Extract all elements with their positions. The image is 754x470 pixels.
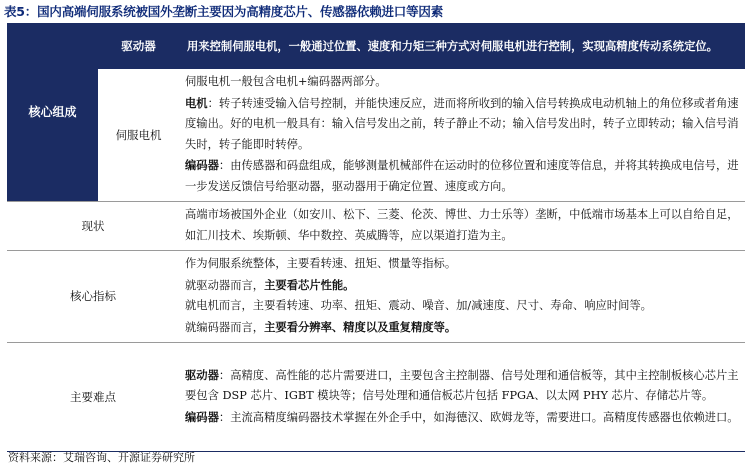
metrics-driver-bold: 主要看芯片性能。 [264,277,355,292]
driver-description: 用来控制伺服电机，一般通过位置、速度和力矩三种方式对伺服电机进行控制，实现高精度传动系统定位。 [187,40,718,53]
table-title: 表5：国内高端伺服系统被国外垄断主要因为高精度芯片、传感器依赖进口等因素 [4,4,443,19]
core-composition-label [7,23,98,202]
motor-text: ：转子转速受输入信号控制，并能快速反应，进而将所收到的输入信号转换成电动机轴上的角位移或者角速度输出。好的电机一般具有：输入信号发出之前，转子静止不动；输入信号发出时，转子立即转动；输入信号消失时，转子能即时转停。 [185,96,739,151]
encoder-text: ：由传感器和码盘组成，能够测量机械部件在运动时的位移位置和速度等信息，并将其转换成电信号，进一步发送反馈信号给驱动器，驱动器用于确定位置、速度或方向。 [185,159,739,193]
metrics-label: 核心指标 [70,289,116,304]
motor-paragraph [185,93,739,156]
status-content [179,202,745,251]
servo-motor-label: 伺服电机 [115,127,162,142]
metrics-line-motor: 就电机而言，主要看转速、功率、扭矩、震动、噪音、加/减速度、尺寸、寿命、响应时间等。 [185,299,652,312]
core-composition-text: 核心组成 [28,104,77,119]
motor-label: 电机 [185,95,208,110]
metrics-label-cell [7,251,179,343]
metrics-driver-prefix: 就驱动器而言， [185,278,265,292]
source-note: 资料来源：艾瑞咨询、开源证券研究所 [8,451,195,464]
difficulty-content [179,343,745,452]
difficulty-driver-text: ：高精度、高性能的芯片需要进口，主要包含主控制器、信号处理和通信板等，其中主控制板核心芯片主要包含 DSP 芯片、IGBT 模块等；信号处理和通信板芯片包括 FPGA、以太网 PHY 芯片、存储芯片等。 [185,368,739,403]
encoder-label: 编码器 [185,158,219,172]
status-label-cell [7,202,179,251]
metrics-encoder-prefix: 就编码器而言， [185,320,265,334]
servo-system-table [7,23,745,452]
difficulty-encoder-paragraph [185,407,739,429]
status-text: 高端市场被国外企业（如安川、松下、三菱、伦茨、博世、力士乐等）垄断，中低端市场基本上可以自给自足，如汇川技术、埃斯顿、华中数控、英威腾等，应以渠道打造为主。 [185,208,739,242]
encoder-paragraph [185,155,739,197]
difficulty-encoder-text: ：主流高精度编码器技术掌握在外企手中，如海德汉、欧姆龙等，需要进口。高精度传感器也依赖进口。 [218,410,739,424]
status-label: 现状 [81,218,105,233]
servo-motor-content [179,69,745,202]
driver-header-label: 驱动器 [121,38,156,53]
driver-header-cell [98,23,179,69]
servo-motor-label-cell [98,69,179,202]
metrics-line-encoder [185,317,739,339]
difficulty-label: 主要难点 [70,389,116,404]
difficulty-encoder-label: 编码器 [185,409,219,424]
difficulty-driver-label: 驱动器 [185,367,219,382]
metrics-line-overall: 作为伺服系统整体，主要看转速、扭矩、惯量等指标。 [185,257,457,270]
driver-description-cell [179,23,745,69]
difficulty-driver-paragraph [185,365,739,407]
metrics-line-driver [185,275,739,297]
servo-intro-line: 伺服电机一般包含电机+编码器两部分。 [185,75,387,88]
metrics-content [179,251,745,343]
difficulty-label-cell [7,343,179,452]
metrics-encoder-bold: 主要看分辨率、精度以及重复精度等。 [264,319,457,334]
